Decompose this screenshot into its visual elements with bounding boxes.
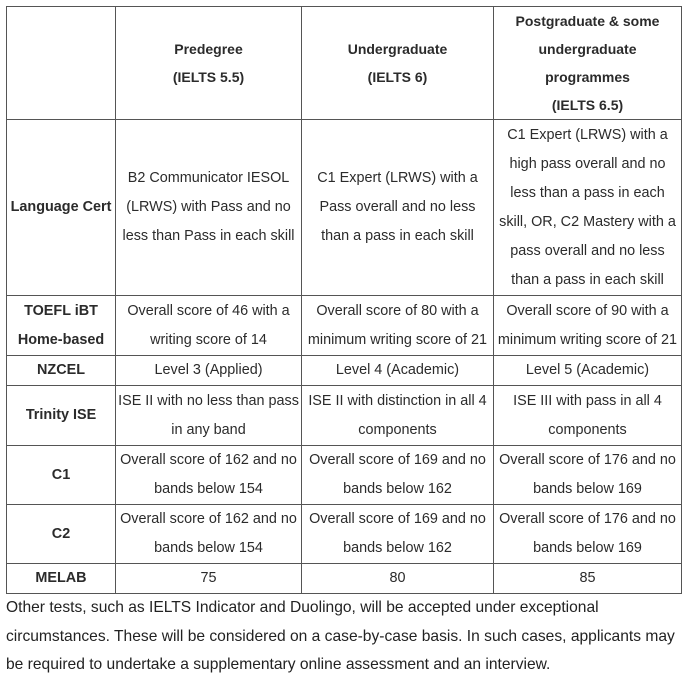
header-undergraduate — [302, 7, 494, 120]
cell-postgraduate: ISE III with pass in all 4 components — [494, 386, 682, 446]
cell-undergraduate: C1 Expert (LRWS) with a Pass overall and no less than a pass in each skill — [302, 120, 494, 296]
cell-undergraduate: Overall score of 80 with a minimum writing score of 21 — [302, 296, 494, 356]
cell-predegree: Overall score of 162 and no bands below 154 — [116, 446, 302, 505]
note-line: Other tests, such as IELTS Indicator and Duolingo, will be accepted under exceptional — [6, 599, 599, 616]
cell-predegree: B2 Communicator IESOL (LRWS) with Pass and no less than Pass in each skill — [116, 120, 302, 296]
table-row — [7, 564, 682, 594]
header-predegree-title: Predegree — [174, 41, 243, 57]
header-predegree-ielts: (IELTS 5.5) — [172, 69, 245, 85]
header-postgraduate — [494, 7, 682, 120]
row-label-c1: C1 — [7, 446, 116, 505]
cell-postgraduate: Overall score of 90 with a minimum writing score of 21 — [494, 296, 682, 356]
note-line: circumstances. These will be considered on a case-by-case basis. In such cases, applicants may — [6, 627, 675, 645]
row-label-c2: C2 — [7, 505, 116, 564]
cell-undergraduate: Overall score of 169 and no bands below 162 — [302, 505, 494, 564]
table-row — [7, 120, 682, 296]
header-empty-cell — [7, 7, 116, 120]
header-undergraduate-title: Undergraduate — [347, 41, 448, 57]
row-label-trinity-ise: Trinity ISE — [7, 386, 116, 446]
cell-undergraduate: Level 4 (Academic) — [302, 356, 494, 386]
cell-postgraduate: Overall score of 176 and no bands below 169 — [494, 446, 682, 505]
cell-undergraduate: 80 — [302, 564, 494, 594]
row-label-nzcel: NZCEL — [7, 356, 116, 386]
cell-predegree: ISE II with no less than pass in any band — [116, 386, 302, 446]
table-row — [7, 505, 682, 564]
cell-postgraduate: Level 5 (Academic) — [494, 356, 682, 386]
exceptional-tests-note — [6, 594, 684, 680]
cell-predegree: Level 3 (Applied) — [116, 356, 302, 386]
note-line: be required to undertake a supplementary online assessment and an interview. — [6, 656, 551, 673]
row-label-toefl: TOEFL iBT Home-based — [7, 296, 116, 356]
header-row — [7, 7, 682, 120]
table-row — [7, 386, 682, 446]
cell-undergraduate: Overall score of 169 and no bands below 162 — [302, 446, 494, 505]
header-postgraduate-ielts: (IELTS 6.5) — [551, 97, 624, 113]
row-label-language-cert: Language Cert — [7, 120, 116, 296]
table-row — [7, 446, 682, 505]
cell-postgraduate: Overall score of 176 and no bands below 169 — [494, 505, 682, 564]
cell-postgraduate: 85 — [494, 564, 682, 594]
row-label-melab: MELAB — [7, 564, 116, 594]
cell-undergraduate: ISE II with distinction in all 4 components — [302, 386, 494, 446]
table-row — [7, 356, 682, 386]
header-predegree — [116, 7, 302, 120]
english-requirements-table — [6, 6, 682, 594]
header-postgraduate-title: Postgraduate & some undergraduate programmes — [515, 13, 660, 85]
cell-predegree: 75 — [116, 564, 302, 594]
header-undergraduate-ielts: (IELTS 6) — [367, 69, 428, 85]
cell-postgraduate: C1 Expert (LRWS) with a high pass overall and no less than a pass in each skill, OR, C2 Mastery with a pass overall and no less than a pass in each skill — [494, 120, 682, 296]
cell-predegree: Overall score of 46 with a writing score of 14 — [116, 296, 302, 356]
table-row — [7, 296, 682, 356]
cell-predegree: Overall score of 162 and no bands below 154 — [116, 505, 302, 564]
